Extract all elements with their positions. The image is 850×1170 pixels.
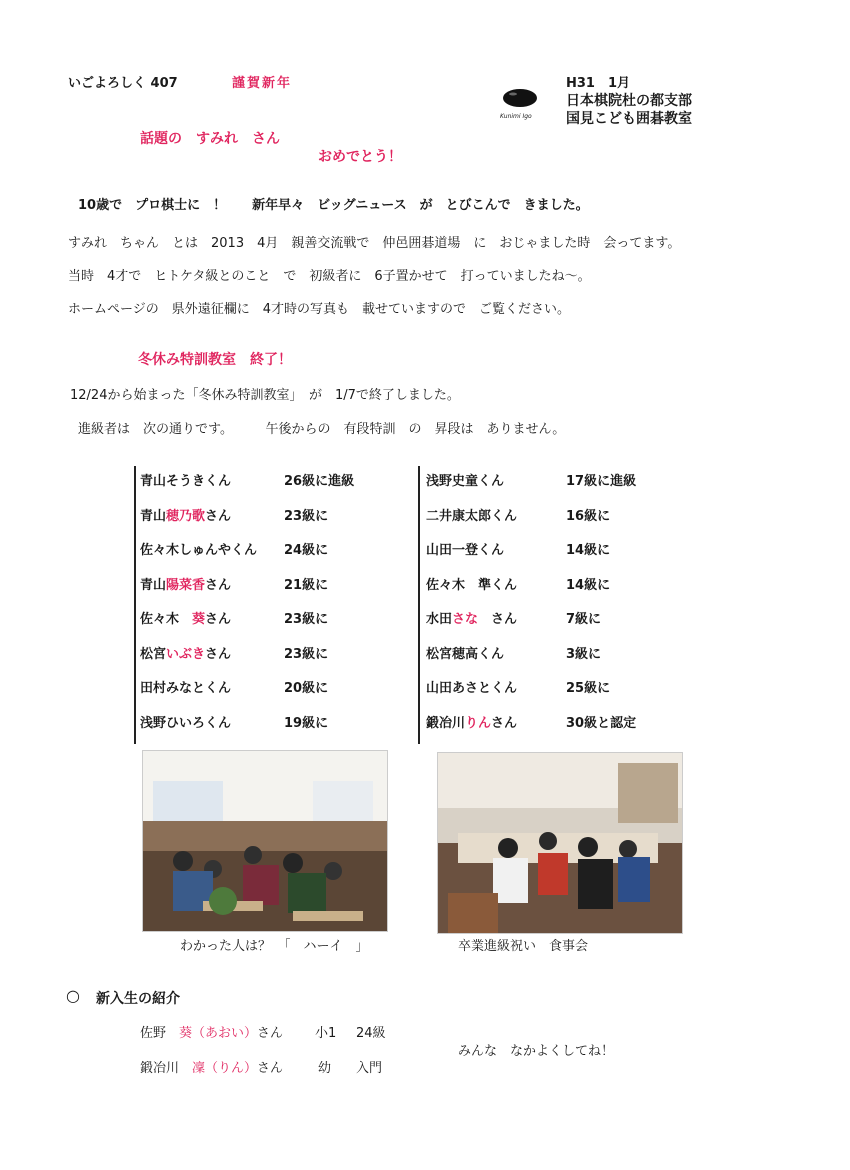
student-name — [140, 712, 231, 731]
promotion-level: 30級と認定 — [566, 715, 637, 731]
newcomer-2-given-name: 凜（りん） — [192, 1061, 258, 1076]
newsletter-title: いごよろしく 407 — [68, 76, 178, 91]
student-given-name: 陽菜香 — [166, 577, 206, 593]
student-name-part: さん — [205, 508, 232, 524]
student-name-part: 山田一登くん — [426, 543, 505, 558]
newcomer-1-suffix: さん — [257, 1026, 284, 1041]
student-name — [140, 608, 231, 627]
newcomer-1-surname: 佐野 — [140, 1026, 180, 1041]
student-name — [426, 539, 504, 558]
student-name-part: 浅野ひいろくん — [140, 715, 232, 731]
new-year-greeting: 謹賀新年 — [232, 76, 293, 91]
student-given-name: いぶき — [166, 646, 206, 662]
winter-line-1: 12/24から始まった「冬休み特訓教室」 が 1/7で終了しました。 — [70, 388, 460, 403]
student-name-part: さん — [205, 577, 232, 593]
promotion-level: 17級に進級 — [566, 474, 637, 489]
student-name — [140, 574, 231, 593]
newcomer-1-given-name: 葵（あおい） — [179, 1026, 258, 1041]
topic-line-1: 10歳で プロ棋士に ！ 新年早々 ビッグニュース が とびこんで きました。 — [78, 198, 589, 213]
org-name-1: 日本棋院杜の都支部 — [566, 93, 692, 109]
student-name — [140, 539, 257, 558]
issue-date: H31 1月 — [566, 76, 631, 91]
newcomer-2-level: 入門 — [356, 1061, 383, 1076]
student-name — [426, 574, 517, 593]
student-given-name: さな — [452, 612, 479, 627]
classroom-photo — [142, 750, 388, 932]
student-given-name: りん — [465, 715, 492, 731]
newcomer-2-grade: 幼 — [318, 1061, 332, 1076]
student-name — [426, 608, 517, 627]
newcomer-2-suffix: さん — [257, 1061, 284, 1076]
circle-bullet-icon: ○ — [66, 986, 80, 1005]
student-name-part: 二井康太郎くん — [426, 508, 518, 524]
topic-line-2: すみれ ちゃん とは 2013 4月 親善交流戦で 仲邑囲碁道場 に おじゃました時 会ってます。 — [68, 236, 681, 251]
student-name — [426, 643, 504, 662]
newcomer-row-1 — [140, 1022, 283, 1041]
student-name-part: 松宮 — [140, 646, 167, 662]
topic-title: 話題の すみれ さん — [140, 131, 280, 147]
right-column-rule — [418, 466, 420, 744]
newcomers-title: 新入生の紹介 — [96, 991, 180, 1007]
student-name-part: 佐々木 準くん — [426, 577, 518, 593]
promotion-level: 23級に — [284, 646, 329, 662]
promotion-level: 20級に — [284, 681, 329, 696]
promotion-level: 24級に — [284, 543, 329, 558]
student-name-part: 青山そうきくん — [140, 474, 232, 489]
newcomer-row-2 — [140, 1057, 283, 1076]
newcomers-message: みんな なかよくしてね！ — [458, 1044, 615, 1059]
logo — [502, 88, 538, 108]
student-name — [140, 643, 231, 662]
student-name — [426, 677, 517, 696]
student-name-part: 鍛冶川 — [426, 715, 466, 731]
student-name-part: 佐々木 — [140, 612, 193, 627]
topic-line-3: 当時 4才で ヒトケタ級とのこと で 初級者に 6子置かせて 打っていましたね～。 — [68, 269, 591, 284]
promotion-level: 7級に — [566, 612, 602, 627]
student-name — [426, 470, 504, 489]
promotion-level: 3級に — [566, 646, 602, 662]
topic-congrats: おめでとう！ — [318, 149, 402, 165]
logo-text: Kunimi Igo — [500, 113, 532, 120]
student-name-part: 浅野史童くん — [426, 474, 505, 489]
student-name-part: 水田 — [426, 612, 453, 627]
winter-line-2: 進級者は 次の通りです。 午後からの 有段特訓 の 昇段は ありません。 — [78, 422, 566, 437]
student-name — [426, 505, 517, 524]
promotion-level: 14級に — [566, 543, 611, 558]
newcomer-2-surname: 鍛冶川 — [140, 1061, 193, 1076]
student-name — [426, 712, 517, 731]
promotion-level: 23級に — [284, 508, 329, 524]
student-name — [140, 470, 231, 489]
student-name-part: さん — [205, 646, 232, 662]
student-name-part: 松宮穂高くん — [426, 646, 505, 662]
promotion-level: 14級に — [566, 577, 611, 593]
newcomer-1-grade: 小1 — [315, 1026, 337, 1041]
promotion-level: 26級に進級 — [284, 474, 355, 489]
student-name-part: 佐々木しゅんやくん — [140, 543, 258, 558]
student-name-part: 青山 — [140, 508, 167, 524]
student-name-part: さん — [205, 612, 232, 627]
promotion-level: 23級に — [284, 612, 329, 627]
student-name — [140, 505, 231, 524]
student-name-part: 田村みなとくん — [140, 681, 232, 696]
topic-line-4: ホームページの 県外遠征欄に 4才時の写真も 載せていますので ご覧ください。 — [68, 302, 571, 317]
newcomer-1-level: 24級 — [356, 1026, 386, 1041]
winter-title: 冬休み特訓教室 終了！ — [138, 352, 292, 368]
org-name-2: 国見こども囲碁教室 — [566, 111, 692, 127]
student-name-part: 青山 — [140, 577, 167, 593]
student-given-name: 穂乃歌 — [166, 508, 206, 524]
student-name-part: さん — [478, 612, 518, 627]
promotion-level: 25級に — [566, 681, 611, 696]
student-given-name: 葵 — [192, 612, 206, 627]
classroom-photo-caption: わかった人は？ 「 ハーイ 」 — [180, 939, 369, 954]
student-name — [140, 677, 231, 696]
left-column-rule — [134, 466, 136, 744]
promotion-level: 21級に — [284, 577, 329, 593]
promotion-level: 19級に — [284, 715, 329, 731]
dinner-party-photo — [437, 752, 683, 934]
student-name-part: さん — [491, 715, 518, 731]
promotion-level: 16級に — [566, 508, 611, 524]
dinner-party-photo-caption: 卒業進級祝い 食事会 — [458, 939, 589, 954]
student-name-part: 山田あさとくん — [426, 681, 518, 696]
